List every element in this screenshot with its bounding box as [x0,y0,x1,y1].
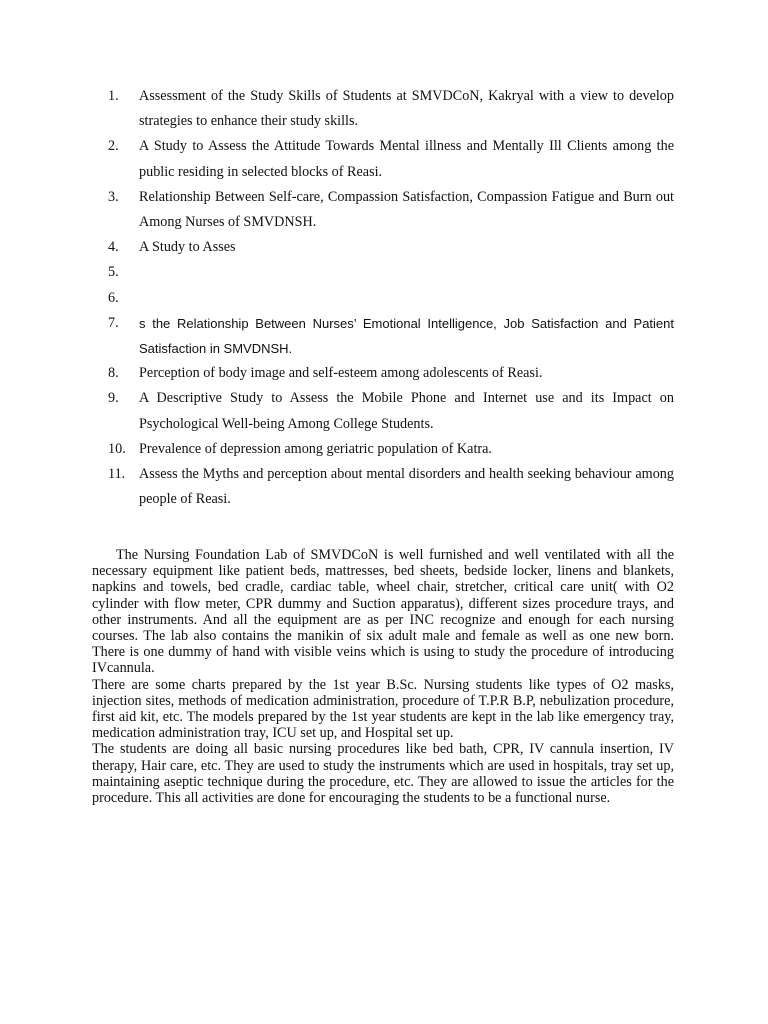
list-item-text: Prevalence of depression among geriatric population of Katra. [139,440,492,457]
list-item-number: 8. [108,365,119,382]
list-item-number: 10. [108,440,126,457]
list-item-text [139,286,674,311]
list-item-number: 9. [108,390,119,407]
list-item-number: 1. [108,88,119,104]
list-item-text: A Study to Asses [139,239,236,256]
list-item-number: 6. [108,289,119,306]
list-item [108,134,674,184]
list-item-text: Assess the Myths and perception about mental disorders and health seeking behaviour among people of Reasi. [139,466,674,508]
list-item-text: A Descriptive Study to Assess the Mobile Phone and Internet use and its Impact on Psychological Well-being Among College Students. [139,390,674,432]
list-item [108,462,674,512]
list-item [108,185,674,235]
lab-description [92,547,674,806]
paragraph-procedures: The students are doing all basic nursing procedures like bed bath, CPR, IV cannula insertion, IV therapy, Hair care, etc. They are used to study the instruments which are used in hospitals, tray set up, maintaining aseptic technique during the procedure, etc. They are allowed to issue the articles for the procedure. This all activities are done for encouraging the students to be a functional nurse. [92,741,674,807]
list-item-number: 11. [108,466,126,483]
list-item-number: 4. [108,239,119,256]
list-item [108,286,674,311]
list-item-text: Assessment of the Study Skills of Students at SMVDCoN, Kakryal with a view to develop strategies to enhance their study skills. [139,88,674,130]
list-item-number: 3. [108,188,119,205]
list-item-text: Perception of body image and self-esteem among adolescents of Reasi. [139,365,543,382]
list-item-text: s the Relationship Between Nurses’ Emotional Intelligence, Job Satisfaction and Patient Satisfaction in SMVDNSH. [139,315,674,357]
list-item-number: 2. [108,138,119,155]
list-item [108,260,674,285]
research-topics-list [108,84,674,512]
list-item-text [139,260,674,285]
paragraph-lab-equipment: The Nursing Foundation Lab of SMVDCoN is well furnished and well ventilated with all the necessary equipment like patient beds, mattresses, bed sheets, bedside locker, linens and blankets, napkins and towels, bed cradle, cardiac table, wheel chair, stretcher, critical care unit( with O2 cylinder with flow meter, CPR dummy and Suction apparatus), different sizes procedure trays, and other instruments. And all the equipment are as per INC recognize and enough for each nursing courses. The lab also contains the manikin of six adult male and female as well as one new born. There is one dummy of hand with visible veins which is using to study the procedure of introducing IVcannula. [92,547,674,677]
list-item [108,361,674,386]
list-item-number: 5. [108,264,119,281]
list-item-text: Relationship Between Self-care, Compassion Satisfaction, Compassion Fatigue and Burn out Among Nurses of SMVDNSH. [139,188,674,231]
list-item [108,386,674,436]
list-item [108,437,674,462]
list-item [108,311,674,361]
paragraph-charts-models: There are some charts prepared by the 1st year B.Sc. Nursing students like types of O2 masks, injection sites, methods of medication administration, procedure of T.P.R B.P, nebulization procedure, first aid kit, etc. The models prepared by the 1st year students are kept in the lab like emergency tray, medication administration tray, ICU set up, and Hospital set up. [92,676,674,742]
list-item-text: A Study to Assess the Attitude Towards Mental illness and Mentally Ill Clients among the public residing in selected blocks of Reasi. [139,138,674,180]
list-item-number: 7. [108,314,119,331]
list-item [108,84,674,134]
list-item [108,235,674,260]
